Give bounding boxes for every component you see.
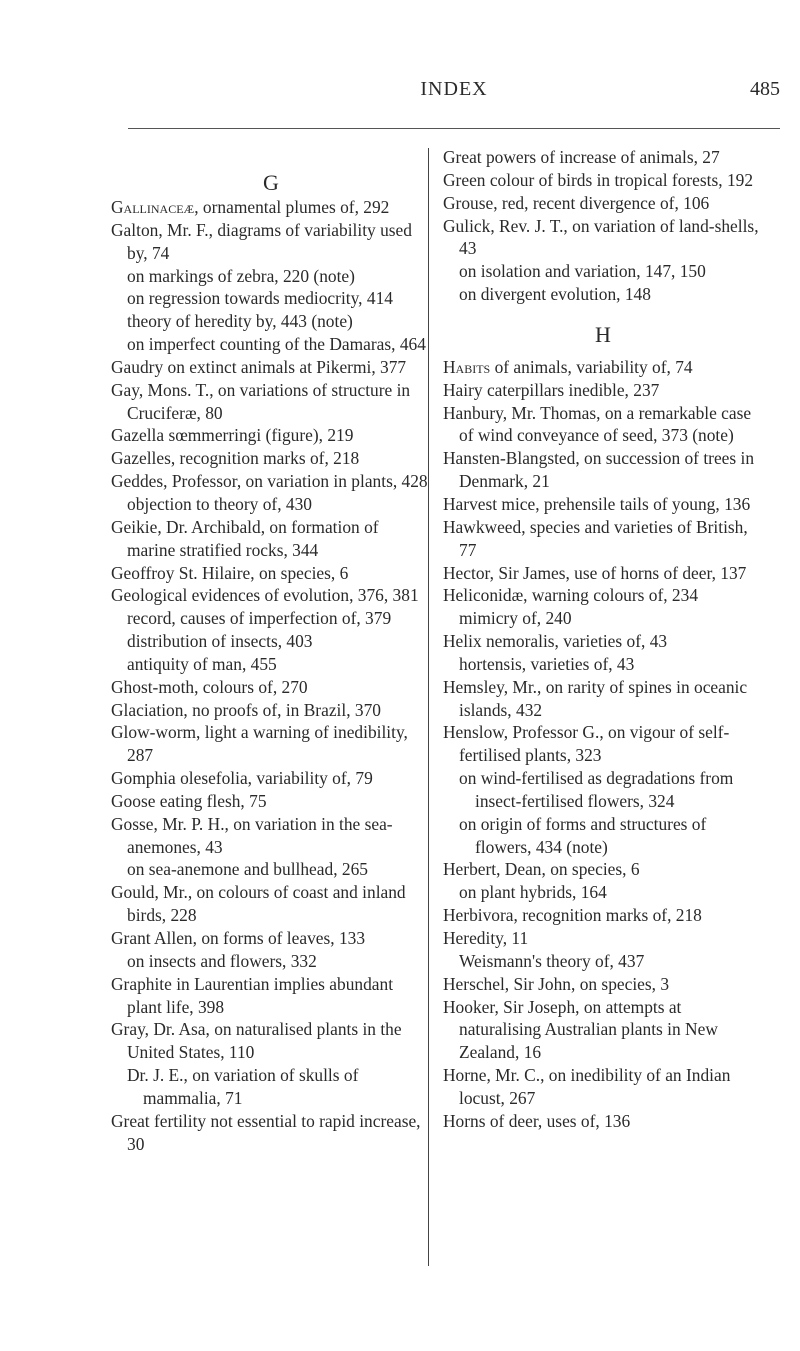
index-entry: Ghost-moth, colours of, 270	[111, 676, 308, 697]
right-entry-list	[443, 356, 763, 1133]
index-subentry: objection to theory of, 430	[127, 493, 312, 514]
index-entry: Gay, Mons. T., on variations of structure in Cruciferæ, 80	[111, 379, 411, 423]
index-entry: Grant Allen, on forms of leaves, 133	[111, 928, 366, 948]
index-subentry: on wind-fertilised as degradations from insect-fertilised flowers, 324	[459, 768, 734, 811]
left-entry-list	[111, 196, 431, 1155]
index-entry	[111, 196, 431, 219]
index-entry: Geoffroy St. Hilaire, on species, 6	[111, 562, 349, 583]
index-entry: Galton, Mr. F., diagrams of variability used by, 74	[111, 219, 412, 263]
index-subentry: mimicry of, 240	[459, 608, 572, 629]
index-entry: Hansten-Blangsted, on succession of trees in Denmark, 21	[443, 448, 755, 492]
index-entry: Gazelles, recognition marks of, 218	[111, 448, 360, 469]
index-entry: Helix nemoralis, varieties of, 43	[443, 631, 668, 652]
index-entry: Horne, Mr. C., on inedibility of an Indian locust, 267	[443, 1065, 731, 1108]
left-column	[111, 170, 431, 1155]
index-subentry: on isolation and variation, 147, 150	[459, 261, 706, 282]
index-entry: Grouse, red, recent divergence of, 106	[443, 192, 710, 213]
header-rule	[128, 128, 780, 129]
index-entry: Geddes, Professor, on variation in plants, 428	[111, 471, 428, 492]
index-entry: Hairy caterpillars inedible, 237	[443, 379, 660, 400]
index-entry: Geological evidences of evolution, 376, 381	[111, 585, 419, 606]
index-subentry: distribution of insects, 403	[127, 631, 313, 652]
page-header	[128, 78, 780, 108]
right-continued-entry-list	[443, 146, 763, 306]
index-entry: Gulick, Rev. J. T., on variation of land-shells, 43	[443, 215, 759, 259]
index-entry: Gosse, Mr. P. H., on variation in the sea-anemones, 43	[111, 813, 393, 857]
entry-lead-word: Habits	[443, 356, 491, 377]
index-subentry: on origin of forms and structures of flowers, 434 (note)	[459, 813, 707, 857]
index-entry: Graphite in Laurentian implies abundant plant life, 398	[111, 973, 394, 1017]
index-entry: Herschel, Sir John, on species, 3	[443, 973, 670, 994]
index-subentry: antiquity of man, 455	[127, 653, 277, 674]
index-entry: Henslow, Professor G., on vigour of self-fertilised plants, 323	[443, 722, 730, 766]
index-entry: Heliconidæ, warning colours of, 234	[443, 585, 699, 606]
index-entry: Great powers of increase of animals, 27	[443, 147, 720, 167]
index-entry: Herbert, Dean, on species, 6	[443, 859, 640, 880]
index-entry: Geikie, Dr. Archibald, on formation of marine stratified rocks, 344	[111, 516, 379, 560]
index-entry: Goose eating flesh, 75	[111, 790, 267, 811]
page-title: INDEX	[420, 78, 488, 100]
page-number: 485	[750, 78, 780, 100]
index-entry: Hemsley, Mr., on rarity of spines in oceanic islands, 432	[443, 676, 748, 720]
section-letter-h: H	[595, 321, 611, 347]
entry-lead-word: Gallinaceæ,	[111, 197, 199, 217]
index-entry: Gould, Mr., on colours of coast and inland birds, 228	[111, 882, 406, 926]
index-subentry: on regression towards mediocrity, 414	[127, 288, 393, 309]
index-entry: Herbivora, recognition marks of, 218	[443, 905, 702, 926]
index-entry: Heredity, 11	[443, 928, 529, 948]
index-subentry: on divergent evolution, 148	[459, 284, 651, 305]
index-subentry: on markings of zebra, 220 (note)	[127, 265, 355, 286]
index-entry: Hawkweed, species and varieties of British, 77	[443, 516, 748, 560]
index-subentry: on imperfect counting of the Damaras, 464	[127, 334, 426, 355]
entry-text: of animals, variability of, 74	[490, 356, 693, 377]
index-entry: Great fertility not essential to rapid increase, 30	[111, 1110, 421, 1154]
index-entry: Glaciation, no proofs of, in Brazil, 370	[111, 699, 381, 720]
index-entry: Gomphia olesefolia, variability of, 79	[111, 768, 373, 789]
index-entry: Horns of deer, uses of, 136	[443, 1110, 631, 1131]
index-entry: Gaudry on extinct animals at Pikermi, 377	[111, 356, 407, 377]
index-entry: Hector, Sir James, use of horns of deer, 137	[443, 562, 747, 583]
index-subentry: record, causes of imperfection of, 379	[127, 608, 392, 629]
index-subentry: on insects and flowers, 332	[127, 950, 317, 971]
index-entry: Hanbury, Mr. Thomas, on a remarkable case of wind conveyance of seed, 373 (note)	[443, 402, 752, 446]
index-subentry: on plant hybrids, 164	[459, 882, 607, 903]
index-entry: Glow-worm, light a warning of inedibility, 287	[111, 722, 408, 766]
right-column	[443, 146, 763, 1133]
index-entry: Gazella sœmmerringi (figure), 219	[111, 425, 354, 446]
section-letter-g: G	[263, 170, 279, 195]
index-entry: Hooker, Sir Joseph, on attempts at naturalising Australian plants in New Zealand, 16	[443, 996, 718, 1063]
index-subentry: theory of heredity by, 443 (note)	[127, 311, 353, 332]
index-entry: Gray, Dr. Asa, on naturalised plants in the United States, 110	[111, 1019, 402, 1063]
index-subentry: Weismann's theory of, 437	[459, 950, 645, 971]
index-subentry: Dr. J. E., on variation of skulls of mammalia, 71	[127, 1065, 359, 1108]
index-subentry: on sea-anemone and bullhead, 265	[127, 859, 368, 880]
entry-text: ornamental plumes of, 292	[198, 197, 390, 217]
index-entry: Green colour of birds in tropical forests, 192	[443, 169, 754, 190]
index-entry: Harvest mice, prehensile tails of young, 136	[443, 493, 751, 514]
index-entry	[443, 356, 763, 379]
index-subentry: hortensis, varieties of, 43	[459, 653, 635, 674]
